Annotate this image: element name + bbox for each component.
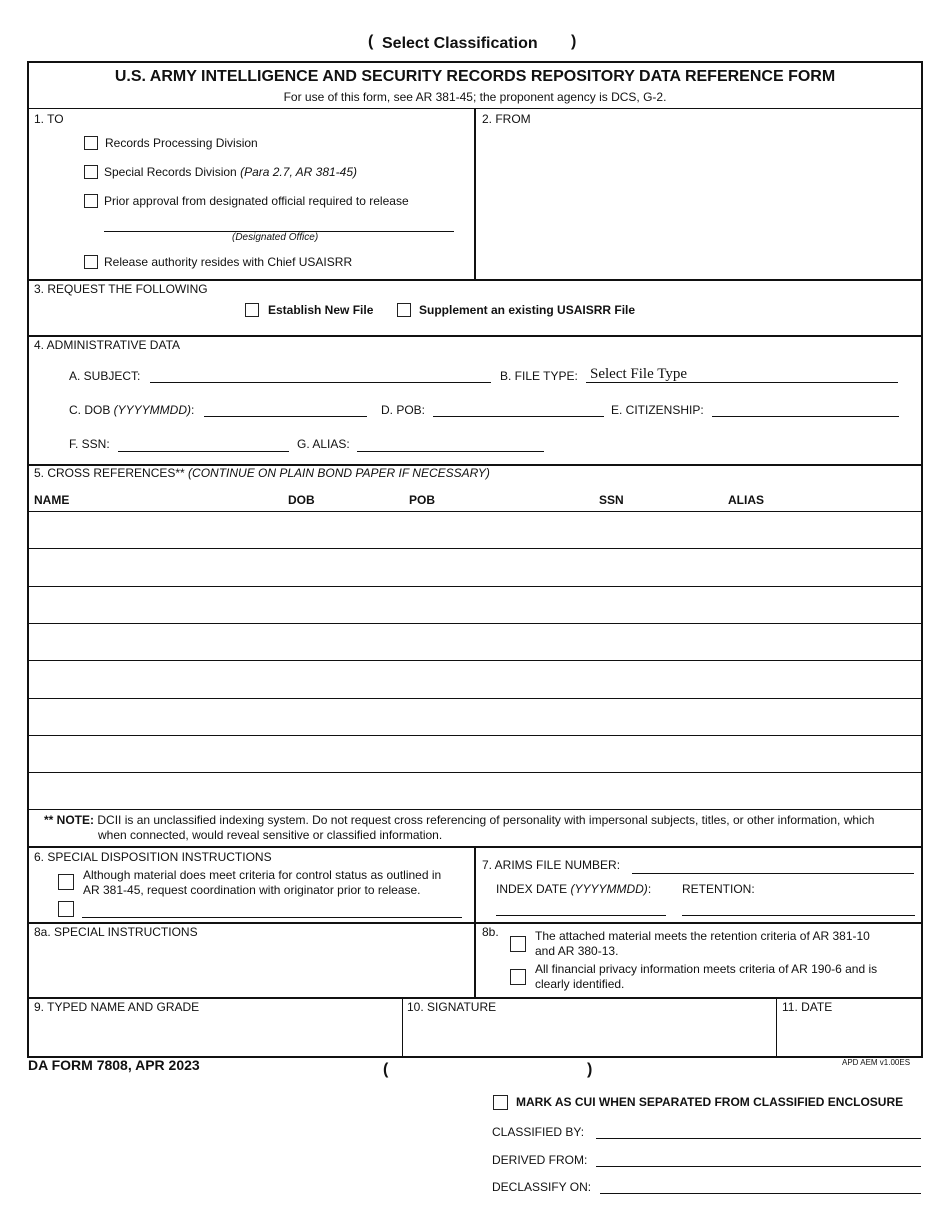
divider: [28, 279, 922, 281]
admin-label: 4. ADMINISTRATIVE DATA: [34, 338, 181, 352]
typed-name-label: 9. TYPED NAME AND GRADE: [34, 1000, 200, 1014]
pob-input[interactable]: [433, 416, 604, 417]
cross-ref-row[interactable]: [28, 548, 922, 586]
cross-ref-row[interactable]: [28, 660, 922, 698]
disposition-coordination-label-2: AR 381-45, request coordination with originator prior to release.: [83, 883, 421, 897]
to-release-authority-checkbox[interactable]: [84, 255, 98, 269]
retention-label: RETENTION:: [682, 882, 755, 896]
file-type-label: B. FILE TYPE:: [500, 369, 578, 383]
dob-input[interactable]: [204, 416, 367, 417]
cross-ref-note: ** NOTE: DCII is an unclassified indexing system. Do not request cross referencing of personality with impersonal subjects, titles, or other information, which: [44, 813, 875, 827]
classification-close-paren: ): [571, 33, 577, 50]
cross-ref-label: 5. CROSS REFERENCES** (CONTINUE ON PLAIN BOND PAPER IF NECESSARY): [34, 466, 490, 480]
pob-label: D. POB:: [381, 403, 426, 417]
index-date-input[interactable]: [496, 915, 666, 916]
retention-criteria-label: The attached material meets the retention criteria of AR 381-10: [535, 929, 870, 943]
retention-input[interactable]: [682, 915, 915, 916]
file-type-value: Select File Type: [590, 366, 687, 382]
establish-new-file-label: Establish New File: [268, 303, 374, 317]
col-dob: DOB: [288, 493, 315, 507]
derived-from-input[interactable]: [596, 1166, 921, 1167]
financial-privacy-label: All financial privacy information meets criteria of AR 190-6 and is: [535, 962, 878, 976]
signature-label: 10. SIGNATURE: [407, 1000, 497, 1014]
index-date-label: INDEX DATE (YYYYMMDD):: [496, 882, 652, 896]
alias-label: G. ALIAS:: [297, 437, 350, 451]
divider: [402, 998, 403, 1056]
alias-input[interactable]: [357, 451, 544, 452]
cross-ref-row[interactable]: [28, 586, 922, 624]
classification-bottom-open-paren: (: [383, 1061, 389, 1078]
cross-ref-row[interactable]: [28, 772, 922, 810]
to-prior-approval-checkbox[interactable]: [84, 194, 98, 208]
col-name: NAME: [34, 493, 70, 507]
establish-new-file-checkbox[interactable]: [245, 303, 259, 317]
disposition-other-checkbox[interactable]: [58, 901, 74, 917]
designated-office-caption: (Designated Office): [232, 232, 319, 243]
cross-ref-row[interactable]: [28, 511, 922, 549]
to-release-authority-label: Release authority resides with Chief USAISRR: [104, 255, 353, 269]
subject-input[interactable]: [150, 382, 491, 383]
special-instructions-input[interactable]: [32, 941, 470, 995]
form-version: APD AEM v1.00ES: [842, 1058, 911, 1067]
to-special-records-checkbox[interactable]: [84, 165, 98, 179]
special-instructions-label: 8a. SPECIAL INSTRUCTIONS: [34, 925, 198, 939]
cui-label: MARK AS CUI WHEN SEPARATED FROM CLASSIFIED ENCLOSURE: [516, 1095, 904, 1109]
from-input[interactable]: [478, 126, 918, 276]
supplement-file-checkbox[interactable]: [397, 303, 411, 317]
typed-name-input[interactable]: [32, 1016, 398, 1054]
col-alias: ALIAS: [728, 493, 764, 507]
divider: [28, 997, 922, 999]
cui-checkbox[interactable]: [493, 1095, 508, 1110]
citizenship-input[interactable]: [712, 416, 899, 417]
classification-bottom-close-paren: ): [587, 1061, 593, 1078]
declassify-on-label: DECLASSIFY ON:: [492, 1180, 592, 1194]
dob-label: C. DOB (YYYYMMDD):: [69, 403, 195, 417]
to-prior-approval-label: Prior approval from designated official required to release: [104, 194, 409, 208]
to-records-processing-label: Records Processing Division: [105, 136, 258, 150]
col-pob: POB: [409, 493, 436, 507]
classified-by-input[interactable]: [596, 1138, 921, 1139]
divider: [28, 809, 922, 810]
date-input[interactable]: [780, 1016, 918, 1054]
cross-ref-row[interactable]: [28, 735, 922, 773]
arims-label: 7. ARIMS FILE NUMBER:: [482, 858, 621, 872]
divider: [776, 998, 777, 1056]
cross-ref-note-line2: when connected, would reveal sensitive or classified information.: [98, 828, 443, 842]
citizenship-label: E. CITIZENSHIP:: [611, 403, 704, 417]
disposition-other-input[interactable]: [82, 917, 462, 918]
date-label: 11. DATE: [782, 1000, 833, 1014]
retention-criteria-label-2: and AR 380-13.: [535, 944, 619, 958]
signature-field[interactable]: [406, 1016, 772, 1054]
disposition-coordination-checkbox[interactable]: [58, 874, 74, 890]
request-label: 3. REQUEST THE FOLLOWING: [34, 282, 208, 296]
disposition-coordination-label: Although material does meet criteria for control status as outlined in: [83, 868, 442, 882]
classification-open-paren: (: [368, 33, 374, 50]
disposition-label: 6. SPECIAL DISPOSITION INSTRUCTIONS: [34, 850, 272, 864]
form-subtitle: For use of this form, see AR 381-45; the proponent agency is DCS, G-2.: [283, 90, 667, 104]
subject-label: A. SUBJECT:: [69, 369, 141, 383]
to-records-processing-checkbox[interactable]: [84, 136, 98, 150]
retention-criteria-checkbox[interactable]: [510, 936, 526, 952]
supplement-file-label: Supplement an existing USAISRR File: [419, 303, 636, 317]
cross-ref-row[interactable]: [28, 623, 922, 661]
cross-ref-row[interactable]: [28, 698, 922, 736]
declassify-on-input[interactable]: [600, 1193, 921, 1194]
divider: [28, 335, 922, 337]
financial-privacy-checkbox[interactable]: [510, 969, 526, 985]
ssn-label: F. SSN:: [69, 437, 110, 451]
arims-file-number-input[interactable]: [632, 873, 914, 874]
form-number: DA FORM 7808, APR 2023: [28, 1057, 200, 1073]
form-title: U.S. ARMY INTELLIGENCE AND SECURITY RECORDS REPOSITORY DATA REFERENCE FORM: [114, 68, 836, 85]
classification-bottom-select[interactable]: [396, 1061, 582, 1081]
ssn-input[interactable]: [118, 451, 289, 452]
divider: [474, 108, 476, 280]
classified-by-label: CLASSIFIED BY:: [492, 1125, 585, 1139]
s8b-label: 8b.: [482, 925, 499, 939]
to-label: 1. TO: [34, 112, 64, 126]
classification-select[interactable]: Select Classification: [382, 35, 538, 52]
to-special-records-label: Special Records Division (Para 2.7, AR 381-45): [104, 165, 358, 179]
divider: [28, 922, 922, 924]
derived-from-label: DERIVED FROM:: [492, 1153, 588, 1167]
col-ssn: SSN: [599, 493, 624, 507]
from-label: 2. FROM: [482, 112, 531, 126]
financial-privacy-label-2: clearly identified.: [535, 977, 625, 991]
